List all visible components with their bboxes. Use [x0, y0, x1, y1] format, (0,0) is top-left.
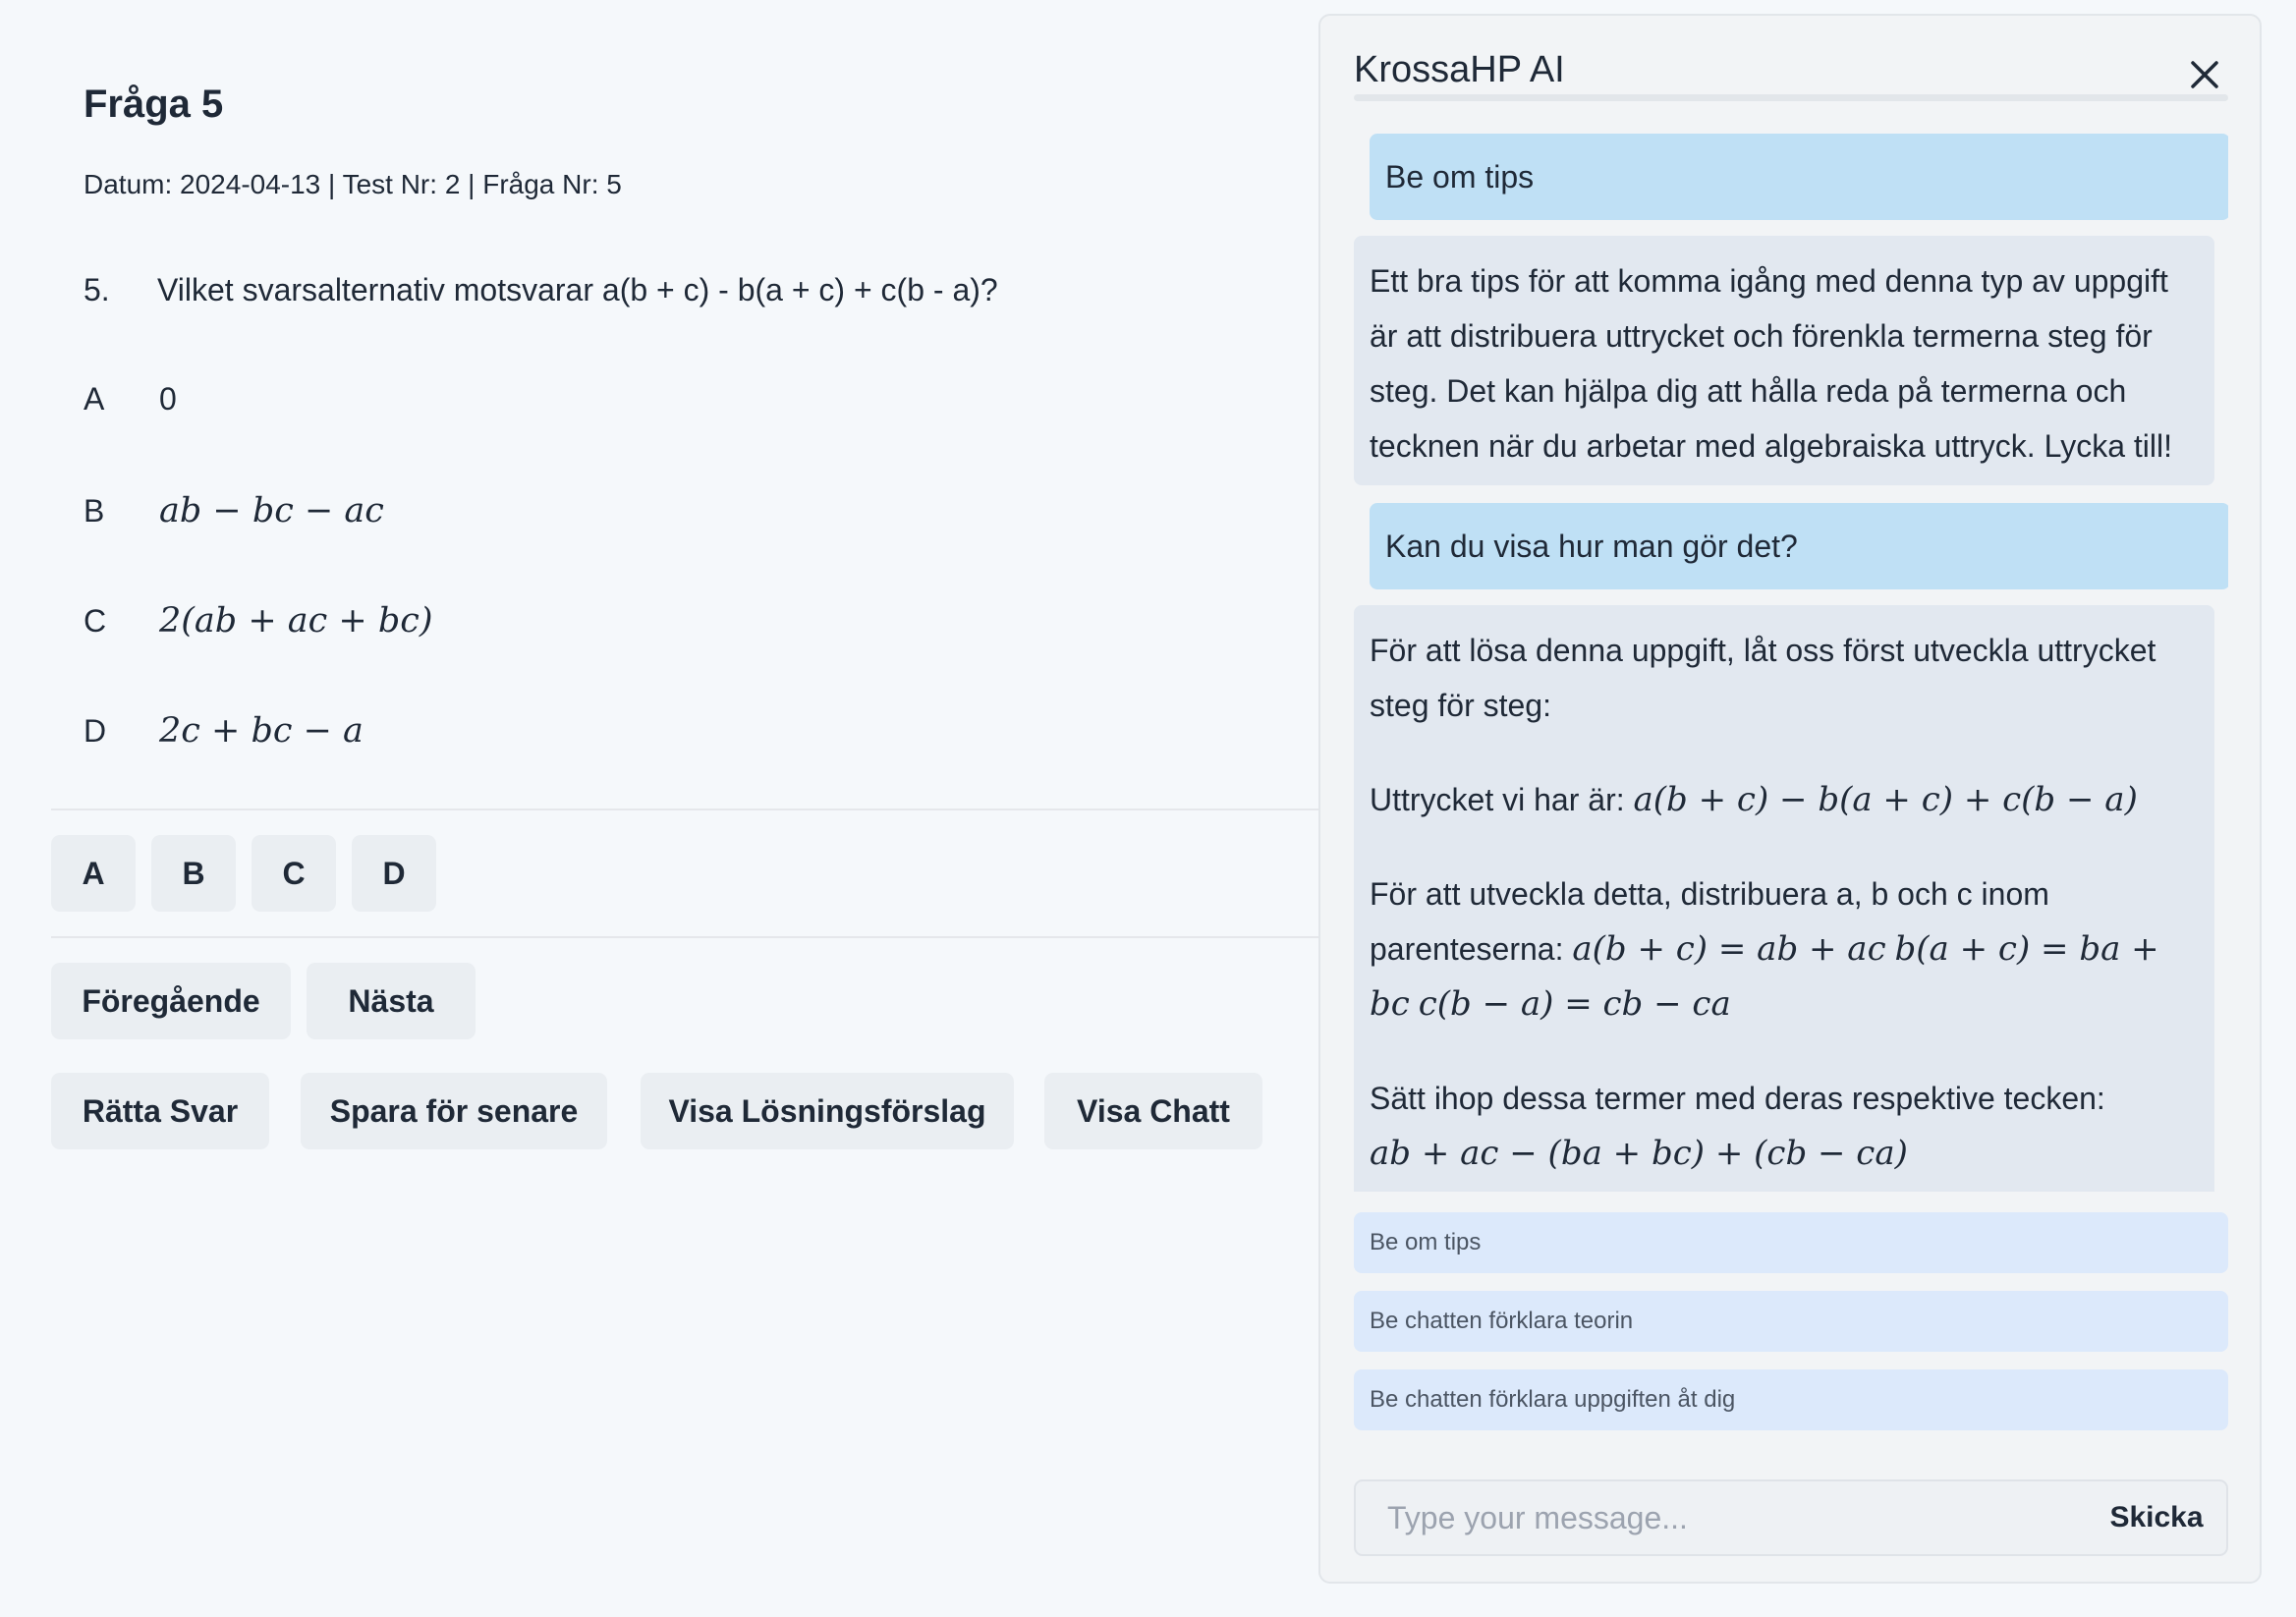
option-letter: A	[84, 381, 105, 417]
answer-button-c[interactable]: C	[252, 835, 336, 912]
math-expression: c(b − a) = cb − ca	[1418, 984, 1731, 1024]
show-solution-button[interactable]: Visa Lösningsförslag	[641, 1073, 1014, 1149]
option-b	[84, 491, 384, 530]
ai-message	[1354, 605, 2214, 1192]
question-number: 5.	[84, 272, 110, 307]
answer-button-a[interactable]: A	[51, 835, 136, 912]
chat-messages[interactable]	[1354, 118, 2228, 1192]
chat-header-divider	[1354, 94, 2228, 101]
option-value: 2c + bc − a	[159, 711, 364, 751]
answer-button-b[interactable]: B	[151, 835, 236, 912]
save-for-later-button[interactable]: Spara för senare	[301, 1073, 607, 1149]
divider	[51, 808, 1318, 810]
close-icon[interactable]	[2185, 55, 2224, 94]
user-message: Kan du visa hur man gör det?	[1370, 503, 2228, 589]
previous-button[interactable]: Föregående	[51, 963, 291, 1039]
question-meta: Datum: 2024-04-13 | Test Nr: 2 | Fråga Nr: 5	[84, 169, 622, 199]
ai-message-text: För att lösa denna uppgift, låt oss först utveckla uttrycket steg för steg:	[1370, 633, 2156, 723]
ai-message	[1354, 236, 2214, 485]
option-d	[84, 711, 364, 751]
ai-text: Uttrycket vi har är:	[1370, 782, 1634, 817]
math-expression: a(b + c) = ab + ac	[1572, 929, 1886, 969]
chat-input-area	[1354, 1479, 2228, 1556]
option-c	[84, 601, 432, 641]
ai-message-text	[1370, 866, 2199, 1032]
chat-message-input[interactable]	[1356, 1481, 2093, 1554]
next-button[interactable]: Nästa	[307, 963, 476, 1039]
math-expression: a(b + c) − b(a + c) + c(b − a)	[1633, 780, 2138, 819]
option-letter: D	[84, 713, 107, 749]
suggestion-tips[interactable]: Be om tips	[1354, 1212, 2228, 1273]
chat-panel	[1318, 14, 2262, 1584]
option-letter: C	[84, 603, 107, 639]
question-title: Fråga 5	[84, 83, 224, 126]
question-panel	[51, 0, 1318, 1617]
suggestion-theory[interactable]: Be chatten förklara teorin	[1354, 1291, 2228, 1352]
option-letter: B	[84, 493, 105, 529]
answer-button-d[interactable]: D	[352, 835, 436, 912]
math-expression: ab + ac − (ba + bc) + (cb − ca)	[1370, 1134, 1908, 1173]
user-message: Be om tips	[1370, 134, 2228, 220]
ai-message-text: Ett bra tips för att komma igång med denna typ av uppgift är att distribuera uttrycket och förenkla termerna steg för steg. Det kan hjälpa dig att hålla reda på termerna och tecknen när du arbetar med algebraiska uttryck. Lycka till!	[1370, 263, 2172, 464]
divider	[51, 936, 1318, 938]
ai-message-text	[1370, 1071, 2199, 1181]
option-a	[84, 381, 177, 418]
option-value: ab − bc − ac	[159, 491, 384, 530]
math-expression: b(a + c) = ba + bc	[1370, 929, 2159, 1024]
suggestion-explain-task[interactable]: Be chatten förklara uppgiften åt dig	[1354, 1369, 2228, 1430]
ai-text: För att utveckla detta, distribuera a, b och c inom parenteserna:	[1370, 876, 2049, 967]
correct-answer-button[interactable]: Rätta Svar	[51, 1073, 269, 1149]
send-button[interactable]: Skicka	[2091, 1485, 2222, 1550]
show-chat-button[interactable]: Visa Chatt	[1044, 1073, 1262, 1149]
question-text	[84, 272, 998, 308]
chat-title: KrossaHP AI	[1354, 49, 1565, 90]
option-value: 0	[159, 381, 177, 417]
question-body: Vilket svarsalternativ motsvarar a(b + c) - b(a + c) + c(b - a)?	[157, 272, 998, 307]
option-value: 2(ab + ac + bc)	[159, 601, 433, 641]
ai-text: Sätt ihop dessa termer med deras respektive tecken:	[1370, 1081, 2105, 1116]
ai-message-text	[1370, 772, 2199, 827]
